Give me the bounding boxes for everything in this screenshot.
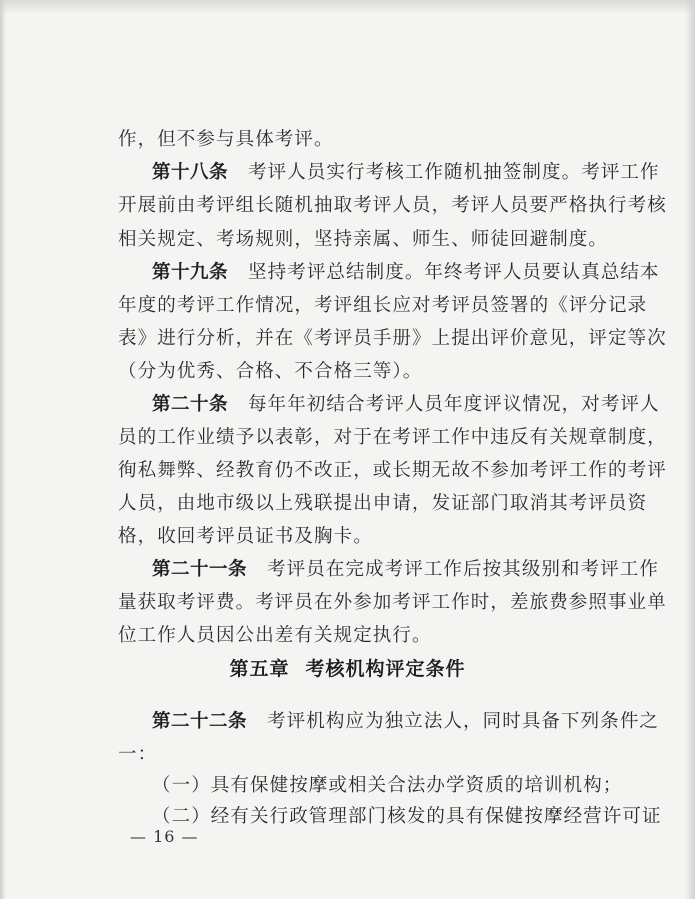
text-line: 格，收回考评员证书及胸卡。 — [118, 526, 373, 547]
text-line: 一： — [118, 744, 158, 765]
article-19-line — [152, 261, 660, 285]
scan-right-edge — [685, 0, 695, 899]
article-text: 考评机构应为独立法人，同时具备下列条件之 — [267, 711, 660, 732]
text-line: （分为优秀、合格、不合格三等）。 — [118, 361, 423, 382]
chapter-number: 第五章 — [229, 658, 290, 680]
chapter-title: 考核机构评定条件 — [305, 658, 466, 680]
text-line: 年度的考评工作情况，考评组长应对考评员签署的《评分记录 — [118, 295, 648, 316]
text-line: 人员，由地市级以上残联提出申请，发证部门取消其考评员资 — [118, 493, 648, 514]
text-line: 徇私舞弊、经教育仍不改正，或长期无故不参加考评工作的考评 — [118, 460, 667, 481]
text-line: 作，但不参与具体考评。 — [118, 129, 334, 150]
text-line: 员的工作业绩予以表彰，对于在考评工作中违反有关规章制度， — [118, 427, 667, 448]
scan-left-fold — [0, 0, 6, 899]
article-text: 坚持考评总结制度。年终考评人员要认真总结本 — [248, 262, 660, 283]
text-line: 相关规定、考场规则，坚持亲属、师生、师徒回避制度。 — [118, 229, 609, 250]
article-18-line — [152, 161, 660, 185]
article-heading: 第二十一条 — [152, 559, 248, 580]
text-line: 量获取考评费。考评员在外参加考评工作时，差旅费参照事业单 — [118, 592, 667, 613]
text-line: 位工作人员因公出差有关规定执行。 — [118, 625, 432, 646]
list-item: （二）经有关行政管理部门核发的具有保健按摩经营许可证 — [152, 806, 662, 827]
scan-top-shadow — [0, 0, 695, 14]
article-text: 考评人员实行考核工作随机抽签制度。考评工作 — [248, 162, 660, 183]
text-line: 开展前由考评组长随机抽取考评人员，考评人员要严格执行考核 — [118, 195, 667, 216]
list-item: （一）具有保健按摩或相关合法办学资质的培训机构； — [152, 775, 623, 796]
article-21-line — [152, 558, 660, 582]
article-heading: 第十八条 — [152, 162, 229, 183]
article-20-line — [152, 393, 660, 417]
article-text: 每年年初结合考评人员年度评议情况，对考评人 — [248, 394, 660, 415]
article-22-line — [152, 710, 660, 734]
article-text: 考评员在完成考评工作后按其级别和考评工作 — [267, 559, 660, 580]
chapter-heading — [0, 656, 695, 682]
article-heading: 第二十二条 — [152, 711, 248, 732]
article-heading: 第二十条 — [152, 394, 229, 415]
page-number: — 16 — — [130, 827, 199, 846]
article-heading: 第十九条 — [152, 262, 229, 283]
text-line: 表》进行分析，并在《考评员手册》上提出评价意见，评定等次 — [118, 328, 667, 349]
